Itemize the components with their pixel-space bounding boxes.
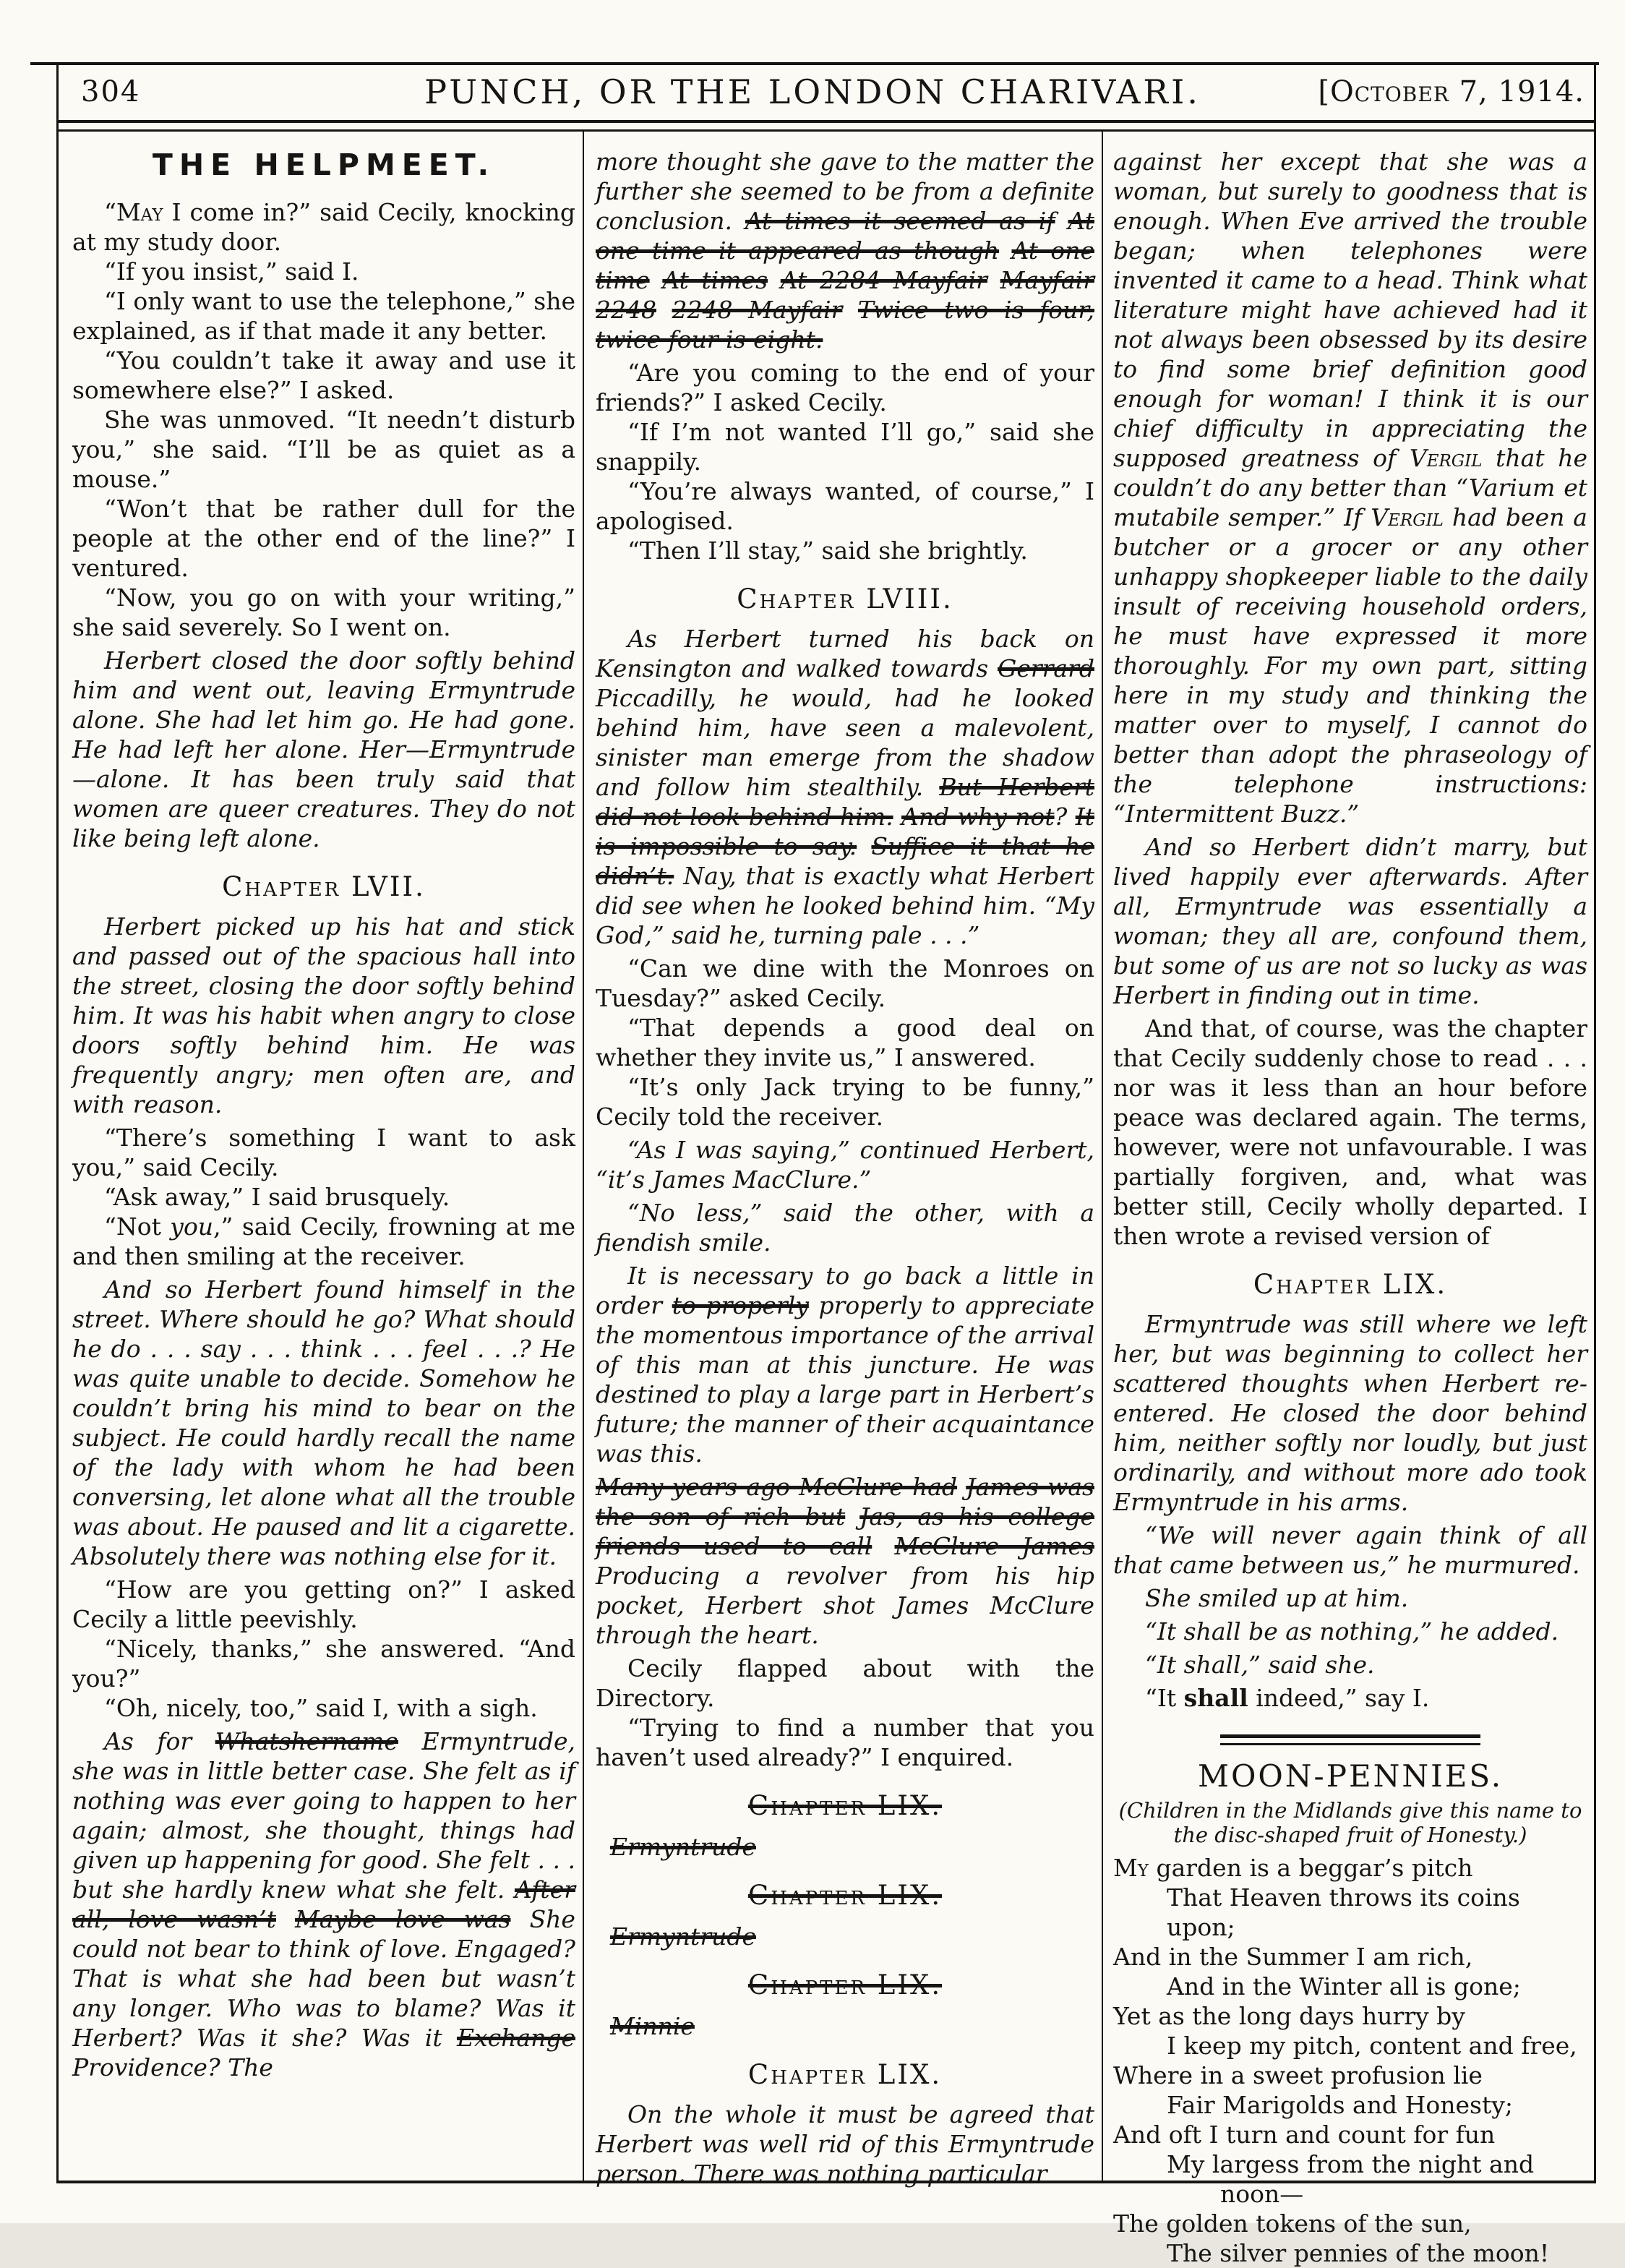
text-segment: “Can we dine with the Monroes on Tuesday?” asked Cecily.: [596, 954, 1094, 1012]
struck-text: Ermyntrude: [610, 1922, 756, 1951]
poem-line: [1113, 2209, 1587, 2238]
struck-text: At times it seemed as if: [745, 207, 1055, 235]
paragraph: [1113, 1617, 1587, 1646]
struck-text: It is impossible to say.: [596, 803, 1094, 860]
paragraph: [596, 147, 1094, 354]
paragraph: [596, 1135, 1094, 1194]
paragraph: [72, 1634, 575, 1693]
text-segment: “It shall be as nothing,” he added.: [1145, 1617, 1559, 1646]
text-segment: noon—: [1220, 2180, 1304, 2208]
section-divider: [1220, 1734, 1480, 1745]
struck-text: Mayfair 2248: [596, 266, 1094, 324]
journal-title: PUNCH, OR THE LONDON CHARIVARI.: [424, 72, 1201, 111]
struck-text: Chapter LIX.: [747, 1969, 943, 2000]
text-segment: “Trying to find a number that you haven’t used already?” I enquired.: [596, 1713, 1094, 1771]
text-segment: shall: [1183, 1684, 1248, 1712]
chapter-heading: [596, 1970, 1094, 2000]
struck-text: 2248 Mayfair: [672, 296, 843, 324]
text-segment: Nay, that is exactly what Herbert did see when he looked behind him. “My God,” said he, turning pale . . .”: [596, 862, 1094, 949]
struck-text: to properly: [672, 1291, 809, 1319]
text-segment: It is necessary to go back a little in order: [596, 1262, 1094, 1319]
struck-text: Chapter LIX.: [747, 1880, 943, 1911]
text-segment: “I only want to use the telephone,” she explained, as if that made it any better.: [72, 287, 575, 345]
poem-line: [1113, 1853, 1587, 1883]
paragraph: [72, 1726, 575, 2082]
paragraph: [72, 197, 575, 257]
text-segment: I keep my pitch, content and free,: [1167, 2032, 1577, 2060]
text-segment: “: [104, 198, 116, 226]
text-segment: Providence? The: [72, 2053, 273, 2081]
text-segment: “Nicely, thanks,” she answered. “And you?”: [72, 1635, 575, 1693]
paragraph: [72, 1575, 575, 1634]
poem-line: [1113, 1883, 1587, 1942]
struck-text: McClure James: [894, 1532, 1094, 1560]
struck-text: Chapter LIX.: [747, 1790, 943, 1821]
paragraph: [596, 417, 1094, 476]
text-segment: My: [1113, 1854, 1149, 1882]
text-segment: you: [170, 1212, 214, 1241]
poem: [1113, 1853, 1587, 2268]
paragraph: [1113, 1309, 1587, 1517]
text-segment: ,” said Cecily, frowning at me and then smiling at the receiver.: [72, 1212, 575, 1270]
text-segment: That Heaven throws its coins upon;: [1167, 1883, 1520, 1941]
paragraph: [1113, 147, 1587, 829]
text-segment: And in the Winter all is gone;: [1167, 1972, 1521, 2000]
struck-text: Minnie: [610, 2012, 695, 2040]
text-segment: Ermyntrude, she was in little better case. She felt as if nothing was ever going to happen to her again; almost, she thought, things had given up happening for good. She felt . . . but she hardly knew what she felt.: [72, 1727, 575, 1904]
text-segment: “There’s something I want to ask you,” said Cecily.: [72, 1124, 575, 1181]
paragraph: [72, 1123, 575, 1182]
text-segment: [768, 266, 781, 294]
text-segment: Chapter LVII.: [222, 871, 426, 902]
text-segment: [276, 1905, 295, 1933]
text-segment: She smiled up at him.: [1145, 1584, 1409, 1612]
column-divider-2: [1102, 130, 1103, 2181]
chapter-heading: [596, 1791, 1094, 1820]
struck-text: James was the son of rich but: [596, 1473, 1094, 1531]
paragraph: [596, 358, 1094, 417]
text-segment: MOON-PENNIES.: [1197, 1758, 1504, 1794]
text-segment: [957, 1473, 966, 1501]
text-segment: “Oh, nicely, too,” said I, with a sigh.: [104, 1694, 538, 1722]
text-segment: And in the Summer I am rich,: [1113, 1943, 1473, 1971]
text-segment: She could not bear to think of love. Engaged? That is what she had been but wasn’t any longer. Who was to blame? Was it Herbert? Was it she? Was it: [72, 1905, 575, 2052]
column-3: [1113, 143, 1587, 2267]
top-border-rule: [30, 62, 1599, 65]
poem-line: [1113, 2061, 1587, 2090]
paragraph: [596, 1713, 1094, 1772]
paragraph: [72, 1275, 575, 1571]
text-segment: Piccadilly, he would, had he looked behind him, have seen a malevolent, sinister man emerge from the shadow and follow him stealthily.: [596, 684, 1094, 801]
paragraph: [596, 2100, 1094, 2188]
text-segment: May: [116, 198, 163, 226]
text-segment: “You couldn’t take it away and use it somewhere else?” I asked.: [72, 346, 575, 404]
struck-text: But Herbert did not look behind him.: [596, 773, 1094, 831]
text-segment: Herbert closed the door softly behind him and went out, leaving Ermyntrude alone. She had let him go. He had gone. He had left her alone. Her—Ermyntrude—alone. It has been truly said that women are queer creatures. They do not like being left alone.: [72, 646, 575, 852]
column-divider-1: [583, 130, 584, 2181]
text-segment: [999, 236, 1011, 265]
chapter-heading: [596, 584, 1094, 614]
text-segment: “Then I’ll stay,” said she brightly.: [627, 536, 1028, 565]
text-segment: Yet as the long days hurry by: [1113, 2002, 1465, 2030]
paragraph: [596, 1472, 1094, 1650]
struck-text: Ermyntrude: [610, 1833, 756, 1861]
text-segment: “Are you coming to the end of your friends?” I asked Cecily.: [596, 359, 1094, 416]
poem-line: [1113, 2001, 1587, 2031]
paragraph: [72, 494, 575, 583]
text-segment: “It shall,” said she.: [1145, 1651, 1375, 1679]
paragraph: [596, 954, 1094, 1013]
poem-line: [1113, 2149, 1587, 2179]
poem-line: [1113, 2031, 1587, 2061]
page-number: 304: [81, 75, 141, 108]
struck-text: Whatshername: [215, 1727, 398, 1755]
text-segment: “How are you getting on?” I asked Cecily a little peevishly.: [72, 1575, 575, 1633]
struck-text: Exchange: [456, 2024, 575, 2052]
poem-line: [1113, 2120, 1587, 2149]
paragraph: [72, 1182, 575, 1212]
text-segment: “Ask away,” I said brusquely.: [104, 1183, 450, 1211]
paragraph: [72, 1693, 575, 1723]
text-segment: [857, 832, 871, 860]
cancelled-line: [596, 1832, 1094, 1862]
text-segment: [987, 266, 1000, 294]
text-segment: that he couldn’t do any better than “Varium et mutabile semper.” If: [1113, 444, 1587, 531]
poem-title: [1113, 1758, 1587, 1794]
text-segment: “We will never again think of all that came between us,” he murmured.: [1113, 1521, 1587, 1579]
text-segment: indeed,” say I.: [1248, 1684, 1430, 1712]
text-segment: As for: [104, 1727, 215, 1755]
text-segment: And that, of course, was the chapter that Cecily suddenly chose to read . . . nor was it less than an hour before peace was declared again. The terms, however, were not unfavourable. I was partially forgiven, and, what was better still, Cecily wholly departed. I then wrote a revised version of: [1113, 1014, 1587, 1250]
text-segment: Vergil: [1409, 444, 1483, 472]
paragraph: [1113, 832, 1587, 1010]
issue-date: [October 7, 1914.: [1318, 75, 1585, 108]
paragraph: [1113, 1683, 1587, 1713]
struck-text: Gerrard: [997, 654, 1094, 682]
text-segment: against her except that she was a woman, but surely to goodness that is enough. When Eve arrived the trouble began; when telephones were invented it came to a head. Think what literature might have achieved had it not always been obsessed by its desire to find some brief definition good enough for woman! I think it is our chief difficulty in appreciating the supposed greatness of: [1113, 147, 1587, 472]
right-border-rule: [1594, 62, 1596, 2183]
text-segment: On the whole it must be agreed that Herbert was well rid of this Ermyntrude person. There was nothing particular: [596, 2100, 1094, 2188]
paragraph: [72, 346, 575, 405]
paragraph: [596, 476, 1094, 536]
poem-line: [1113, 2090, 1587, 2120]
text-segment: Ermyntrude was still where we left her, but was beginning to collect her scattered thoughts when Herbert re-entered. He closed the door behind him, neither softly nor loudly, but just ordinarily, and without more ado took Ermyntrude in his arms.: [1113, 1310, 1587, 1516]
text-segment: Producing a revolver from his hip pocket, Herbert shot James McClure through the heart.: [596, 1562, 1094, 1649]
poem-line: [1113, 1972, 1587, 2001]
struck-text: After all, love wasn’t: [72, 1875, 575, 1933]
text-segment: [842, 296, 858, 324]
text-segment: [1055, 207, 1068, 235]
paragraph: [72, 912, 575, 1119]
poem-line: [1113, 1942, 1587, 1972]
poem-subtitle: [1113, 1798, 1587, 1847]
paragraph: [72, 286, 575, 346]
text-segment: Chapter LVIII.: [737, 583, 953, 615]
struck-text: At times: [662, 266, 768, 294]
text-segment: THE HELPMEET.: [152, 147, 496, 182]
text-segment: [872, 1532, 894, 1560]
paragraph: [1113, 1520, 1587, 1580]
text-segment: Chapter LIX.: [1253, 1269, 1448, 1300]
header-rule: [56, 120, 1596, 132]
text-segment: Fair Marigolds and Honesty;: [1167, 2091, 1513, 2119]
paragraph: [72, 646, 575, 853]
text-segment: “Now, you go on with your writing,” she said severely. So I went on.: [72, 583, 575, 641]
text-segment: “If I’m not wanted I’ll go,” said she snappily.: [596, 418, 1094, 476]
text-segment: She was unmoved. “It needn’t disturb you,” she said. “I’ll be as quiet as a mouse.”: [72, 406, 575, 493]
struck-text: Twice two is four, twice four is eight.: [596, 296, 1095, 354]
chapter-heading: [1113, 1270, 1587, 1299]
text-segment: “If you insist,” said I.: [104, 257, 359, 286]
paragraph: [596, 1653, 1094, 1713]
struck-text: At 2284 Mayfair: [780, 266, 987, 294]
poem-line: [1113, 2238, 1587, 2268]
text-segment: [650, 266, 663, 294]
paragraph: [72, 405, 575, 494]
text-segment: And oft I turn and count for fun: [1113, 2121, 1496, 2149]
paragraph: [596, 1013, 1094, 1072]
text-segment: “You’re always wanted, of course,” I apologised.: [596, 477, 1094, 535]
text-segment: As Herbert turned his back on Kensington and walked towards: [596, 625, 1094, 682]
text-segment: Herbert picked up his hat and stick and passed out of the spacious hall into the street, closing the door softly behind him. It was his habit when angry to close doors softly behind him. He was frequently angry; men often are, and with reason.: [72, 912, 575, 1118]
text-segment: garden is a beggar’s pitch: [1148, 1854, 1473, 1882]
struck-text: At one time: [596, 236, 1094, 294]
text-segment: [656, 296, 672, 324]
text-segment: “No less,” said the other, with a fiendish smile.: [596, 1199, 1094, 1257]
paragraph: [72, 257, 575, 286]
text-segment: “It’s only Jack trying to be funny,” Cecily told the receiver.: [596, 1073, 1094, 1131]
left-border-rule: [56, 62, 59, 2183]
cancelled-line: [596, 1922, 1094, 1951]
paragraph: [1113, 1014, 1587, 1251]
text-segment: had been a butcher or a grocer or any other unhappy shopkeeper liable to the daily insult of receiving household orders, he must have expressed it more thoroughly. For my own part, sitting here in my study and thinking the matter over to myself, I cannot do better than adopt the phraseology of the telephone instructions: “Intermittent Buzz.”: [1113, 503, 1587, 828]
column-1: [72, 143, 575, 2176]
column-2: [596, 143, 1095, 2188]
text-segment: The silver pennies of the moon!: [1167, 2239, 1550, 2267]
text-segment: [845, 1502, 859, 1531]
paragraph: [72, 1212, 575, 1271]
chapter-heading: [596, 1880, 1094, 1910]
text-segment: properly to appreciate the momentous importance of the arrival of this man at this juncture. He was destined to play a large part in Herbert’s future; the manner of their acquaintance was this.: [596, 1291, 1094, 1468]
paragraph: [596, 536, 1094, 565]
text-segment: Cecily flapped about with the Directory.: [596, 1654, 1094, 1712]
paragraph: [1113, 1650, 1587, 1679]
text-segment: I come in?” said Cecily, knocking at my study door.: [72, 198, 575, 256]
text-segment: “Won’t that be rather dull for the people at the other end of the line?” I ventured.: [72, 495, 575, 582]
text-segment: Vergil: [1371, 503, 1444, 531]
struck-text: Maybe love was: [295, 1905, 511, 1933]
paragraph: [596, 1072, 1094, 1131]
chapter-heading: [596, 2060, 1094, 2089]
text-segment: “Not: [104, 1212, 171, 1241]
cancelled-line: [596, 2011, 1094, 2041]
paragraph: [596, 624, 1094, 950]
text-segment: [893, 803, 901, 831]
paragraph: [72, 583, 575, 642]
story-title: [72, 147, 575, 182]
chapter-heading: [72, 872, 575, 902]
paragraph: [1113, 1583, 1587, 1613]
text-segment: And so Herbert found himself in the street. Where should he go? What should he do . . . say . . . think . . . feel . . .? He was quite unable to decide. Somehow he couldn’t bring his mind to bear on the subject. He could hardly recall the name of the lady with whom he had been conversing, let alone what all the trouble was about. He paused and lit a cigarette. Absolutely there was nothing else for it.: [72, 1275, 575, 1570]
paragraph: [596, 1261, 1094, 1468]
text-segment: ?: [1054, 803, 1076, 831]
struck-text: Suffice it that he didn’t.: [596, 832, 1094, 890]
struck-text: Jas, as his college friends used to call: [596, 1502, 1094, 1560]
text-segment: more thought she gave to the matter the further she seemed to be from a definite conclusion.: [596, 147, 1094, 235]
paragraph: [596, 1198, 1094, 1257]
text-segment: Chapter LIX.: [747, 2059, 943, 2090]
poem-line: [1113, 2179, 1587, 2209]
text-segment: And so Herbert didn’t marry, but lived happily ever afterwards. After all, Ermyntrude was essentially a woman; they all are, confound them, but some of us are not so lucky as was Herbert in finding out in time.: [1113, 833, 1587, 1009]
struck-text: At one time it appeared as though: [596, 207, 1094, 265]
text-segment: “That depends a good deal on whether they invite us,” I answered.: [596, 1014, 1094, 1071]
text-segment: My largess from the night and: [1167, 2150, 1535, 2178]
struck-text: And why not: [901, 803, 1055, 831]
struck-text: Many years ago McClure had: [596, 1473, 958, 1501]
text-segment: (Children in the Midlands give this name to the disc-shaped fruit of Honesty.): [1118, 1798, 1582, 1847]
text-segment: The golden tokens of the sun,: [1113, 2209, 1472, 2238]
text-segment: “It: [1145, 1684, 1184, 1712]
text-segment: Where in a sweet profusion lie: [1113, 2061, 1483, 2089]
text-segment: “As I was saying,” continued Herbert, “it’s James MacClure.”: [596, 1136, 1094, 1194]
